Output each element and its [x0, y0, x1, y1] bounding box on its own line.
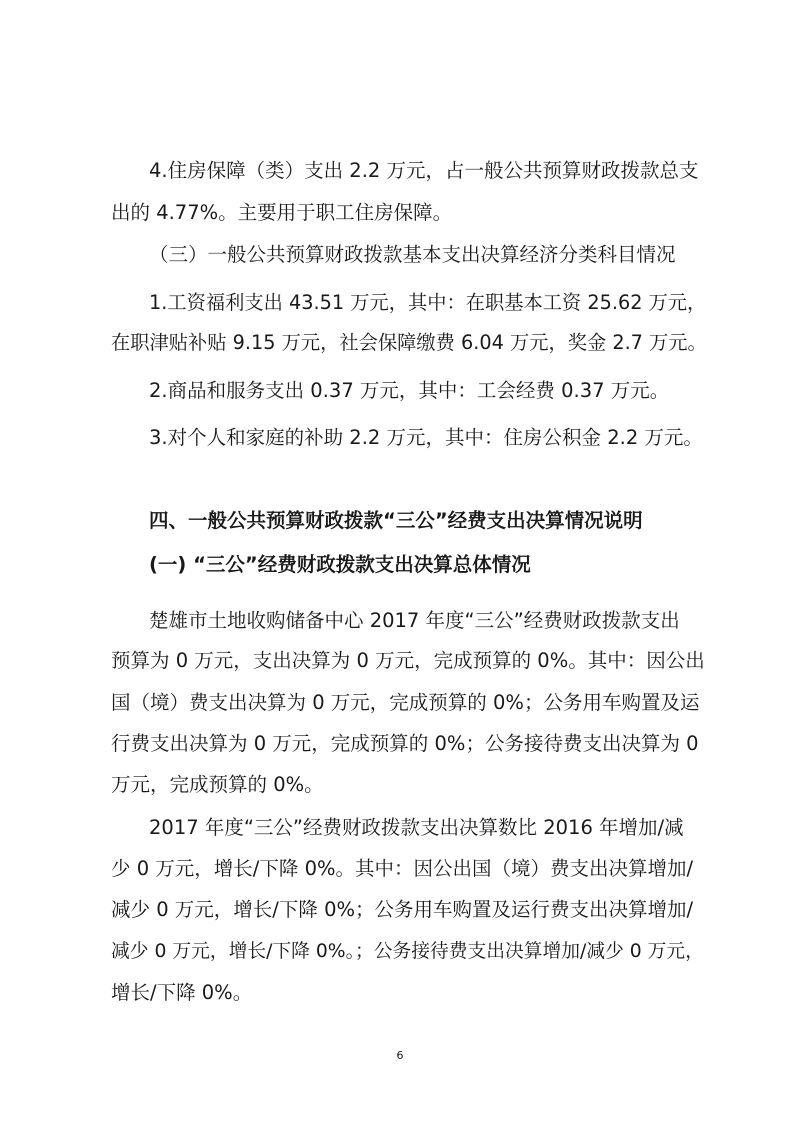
body-line: 减少 0 万元，增长/下降 0%；公务用车购置及运行费支出决算增加/ [111, 898, 694, 921]
page-number: 6 [396, 1049, 404, 1062]
body-line: 2.商品和服务支出 0.37 万元，其中：工会经费 0.37 万元。 [149, 379, 670, 402]
body-line: 1.工资福利支出 43.51 万元，其中：在职基本工资 25.62 万元， [149, 291, 707, 314]
body-line: 4.住房保障（类）支出 2.2 万元，占一般公共预算财政拨款总支 [149, 159, 699, 182]
section-subheading: （三）一般公共预算财政拨款基本支出决算经济分类科目情况 [149, 243, 676, 266]
body-line: 2017 年度“三公”经费财政拨款支出决算数比 2016 年增加/减 [149, 816, 684, 839]
body-line: 3.对个人和家庭的补助 2.2 万元，其中：住房公积金 2.2 万元。 [149, 426, 703, 449]
body-line: 行费支出决算为 0 万元，完成预算的 0%；公务接待费支出决算为 0 [111, 732, 699, 755]
body-line: 楚雄市土地收购储备中心 2017 年度“三公”经费财政拨款支出 [149, 609, 680, 632]
body-line: 增长/下降 0%。 [111, 981, 253, 1004]
body-line: 国（境）费支出决算为 0 万元，完成预算的 0%；公务用车购置及运 [111, 691, 700, 714]
body-line: 预算为 0 万元，支出决算为 0 万元，完成预算的 0%。其中：因公出 [111, 649, 705, 672]
body-line: 少 0 万元，增长/下降 0%。其中：因公出国（境）费支出决算增加/ [111, 857, 694, 880]
body-line: 万元，完成预算的 0%。 [111, 773, 324, 796]
body-line: 减少 0 万元，增长/下降 0%。；公务接待费支出决算增加/减少 0 万元， [111, 941, 704, 962]
section-subheading: (一) “三公”经费财政拨款支出决算总体情况 [149, 553, 531, 576]
section-heading: 四、一般公共预算财政拨款“三公”经费支出决算情况说明 [149, 509, 643, 532]
body-line: 在职津贴补贴 9.15 万元，社会保障缴费 6.04 万元，奖金 2.7 万元。 [111, 331, 707, 354]
body-line: 出的 4.77%。主要用于职工住房保障。 [111, 201, 453, 224]
